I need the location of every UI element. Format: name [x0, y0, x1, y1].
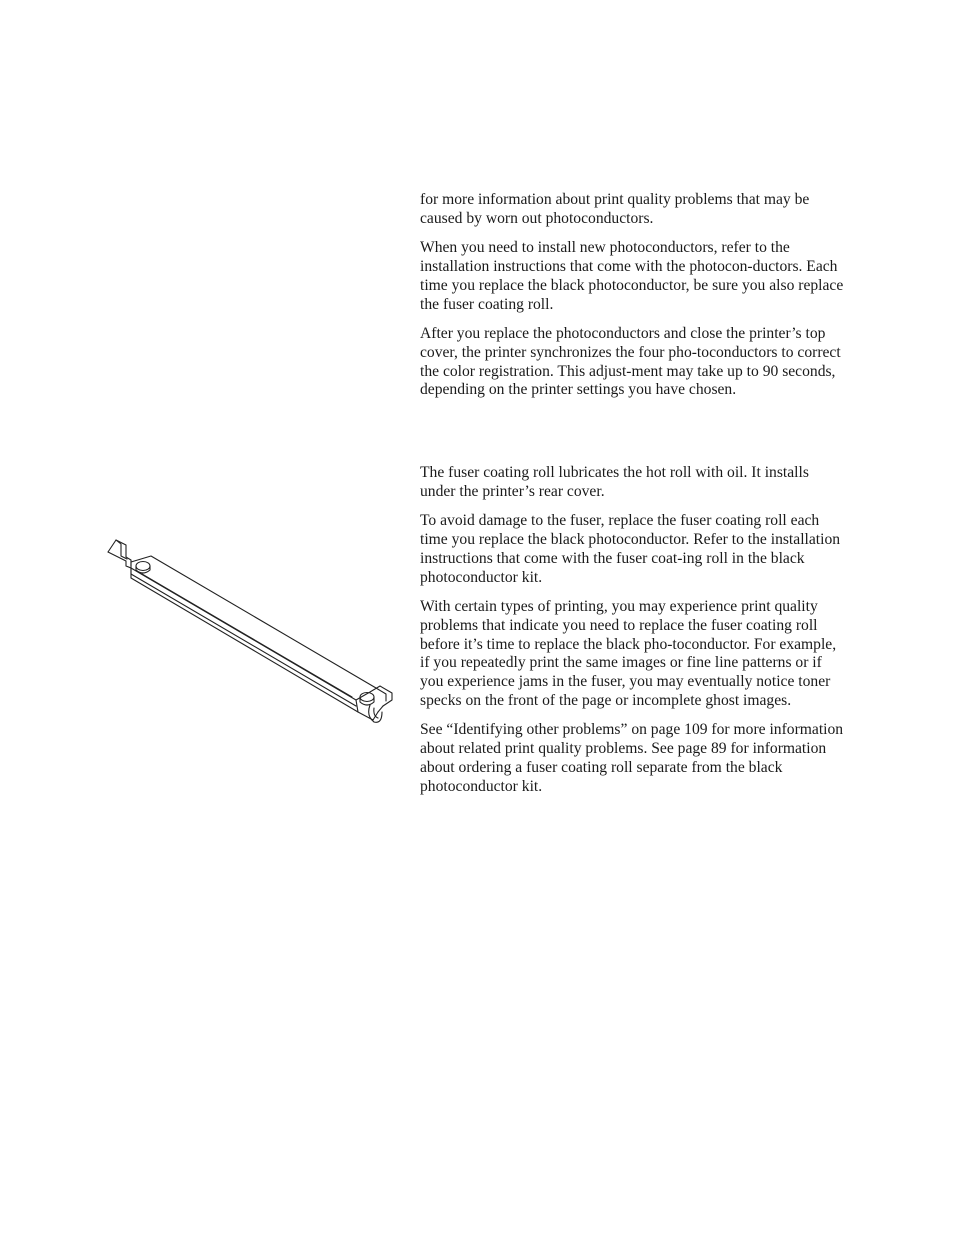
paragraph: See “Identifying other problems” on page 109 for more information about related print quality problems. See page 89 for information about ordering a fuser coating roll separate from the black photoconductor kit. [420, 721, 844, 795]
text-block-photoconductors [420, 191, 845, 411]
fuser-coating-roll-illustration [100, 530, 400, 730]
paragraph: With certain types of printing, you may experience print quality problems that indicate you need to replace the fuser coating roll before it’s time to replace the black pho-toconductor. For example, if you repeatedly print the same images or fine line patterns or if you experience jams in the fuser, you may eventually notice toner specks on the front of the page or incomplete ghost images. [420, 597, 837, 709]
text-block-fuser-coating-roll [420, 464, 845, 807]
paragraph: After you replace the photoconductors and close the printer’s top cover, the printer synchronizes the four pho-toconductors to correct the color registration. This adjust-ment may take up to 90 seconds, depending on the printer settings you have chosen. [420, 324, 841, 399]
paragraph: for more information about print quality problems that may be caused by worn out photoconductors. [420, 191, 810, 227]
paragraph: When you need to install new photoconductors, refer to the installation instructions that come with the photocon-ductors. Each time you replace the black photoconductor, be sure you also replace the fuser coating roll. [420, 239, 844, 313]
paragraph: The fuser coating roll lubricates the hot roll with oil. It installs under the printer’s rear cover. [420, 464, 809, 500]
paragraph: To avoid damage to the fuser, replace the fuser coating roll each time you replace the black photoconductor. Refer to the installation instructions that come with the fuser coat-ing roll in the black photoconductor kit. [420, 512, 841, 586]
